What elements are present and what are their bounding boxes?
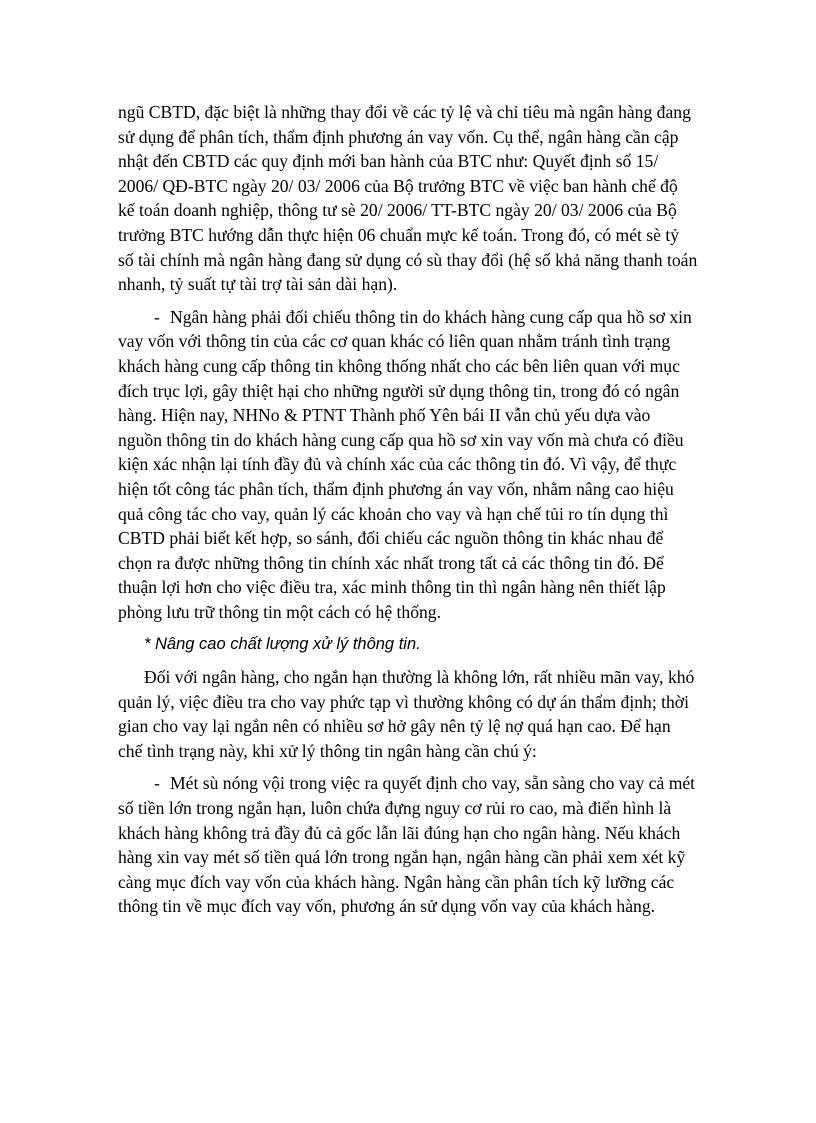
section-heading <box>118 632 698 657</box>
bullet-marker: - <box>154 773 160 794</box>
paragraph-text: Đối với ngân hàng, cho ngắn hạn thường là không lớn, rất nhiều mãn vay, khó quản lý, việc điều tra cho vay phức tạp vì thường không có dự án thẩm định; thời gian cho vay lại ngắn nên có nhiều sơ hở gây nên tỷ lệ nợ quá hạn cao. Để hạn chế tình trạng này, khi xử lý thông tin ngân hàng cần chú ý: <box>118 667 695 761</box>
paragraph-regulations <box>118 100 698 297</box>
paragraph-text: Mét sù nóng vội trong việc ra quyết định cho vay, sẵn sàng cho vay cả mét số tiền lớn trong ngắn hạn, luôn chứa đựng nguy cơ rủi ro cao, mà điển hình là khách hàng không trả đầy đủ cả gốc lẫn lãi đúng hạn cho ngân hàng. Nếu khách hàng xin vay mét số tiền quá lớn trong ngắn hạn, ngân hàng cần phải xem xét kỹ càng mục đích vay vốn của khách hàng. Ngân hàng cần phân tích kỹ lưỡng các thông tin về mục đích vay vốn, phương án sử dụng vốn vay của khách hàng. <box>118 773 696 917</box>
heading-text: * Nâng cao chất lượng xử lý thông tin. <box>144 635 421 654</box>
document-page <box>118 100 698 927</box>
paragraph-short-term-lending <box>118 665 698 763</box>
bullet-paragraph-verify-information <box>118 305 698 625</box>
bullet-marker: - <box>154 306 160 327</box>
paragraph-text: ngũ CBTD, đặc biệt là những thay đổi về các tỷ lệ và chỉ tiêu mà ngân hàng đang sử dụng để phân tích, thẩm định phương án vay vốn. Cụ thể, ngân hàng cần cập nhật đến CBTD các quy định mới ban hành của BTC như: Quyết định số 15/ 2006/ QĐ-BTC ngày 20/ 03/ 2006 của Bộ trưởng BTC về việc ban hành chế độ kế toán doanh nghiệp, thông tư sè 20/ 2006/ TT-BTC ngày 20/ 03/ 2006 của Bộ trưởng BTC hướng dẫn thực hiện 06 chuẩn mực kế toán. Trong đó, có mét sè tỷ số tài chính mà ngân hàng đang sử dụng có sù thay đổi (hệ số khả năng thanh toán nhanh, tỷ suất tự tài trợ tài sản dài hạn). <box>118 102 698 295</box>
paragraph-text: Ngân hàng phải đối chiếu thông tin do khách hàng cung cấp qua hồ sơ xin vay vốn với thông tin của các cơ quan khác có liên quan nhằm tránh tình trạng khách hàng cung cấp thông tin không thống nhất cho các bên liên quan với mục đích trục lợi, gây thiệt hại cho những người sử dụng thông tin, trong đó có ngân hàng. Hiện nay, NHNo & PTNT Thành phố Yên bái II vẫn chủ yếu dựa vào nguồn thông tin do khách hàng cung cấp qua hồ sơ xin vay vốn mà chưa có điều kiện xác nhận lại tính đầy đủ và chính xác của các thông tin đó. Vì vậy, để thực hiện tốt công tác phân tích, thẩm định phương án vay vốn, nhằm nâng cao hiệu quả công tác cho vay, quản lý các khoản cho vay và hạn chế tủi ro tín dụng thì CBTD phải biết kết hợp, so sánh, đối chiếu các nguồn thông tin khác nhau để chọn ra được những thông tin chính xác nhất trong tất cả các thông tin đó. Để thuận lợi hơn cho việc điều tra, xác minh thông tin thì ngân hàng nên thiết lập phòng lưu trữ thông tin một cách có hệ thống. <box>118 306 692 622</box>
bullet-paragraph-hasty-decisions <box>118 771 698 919</box>
